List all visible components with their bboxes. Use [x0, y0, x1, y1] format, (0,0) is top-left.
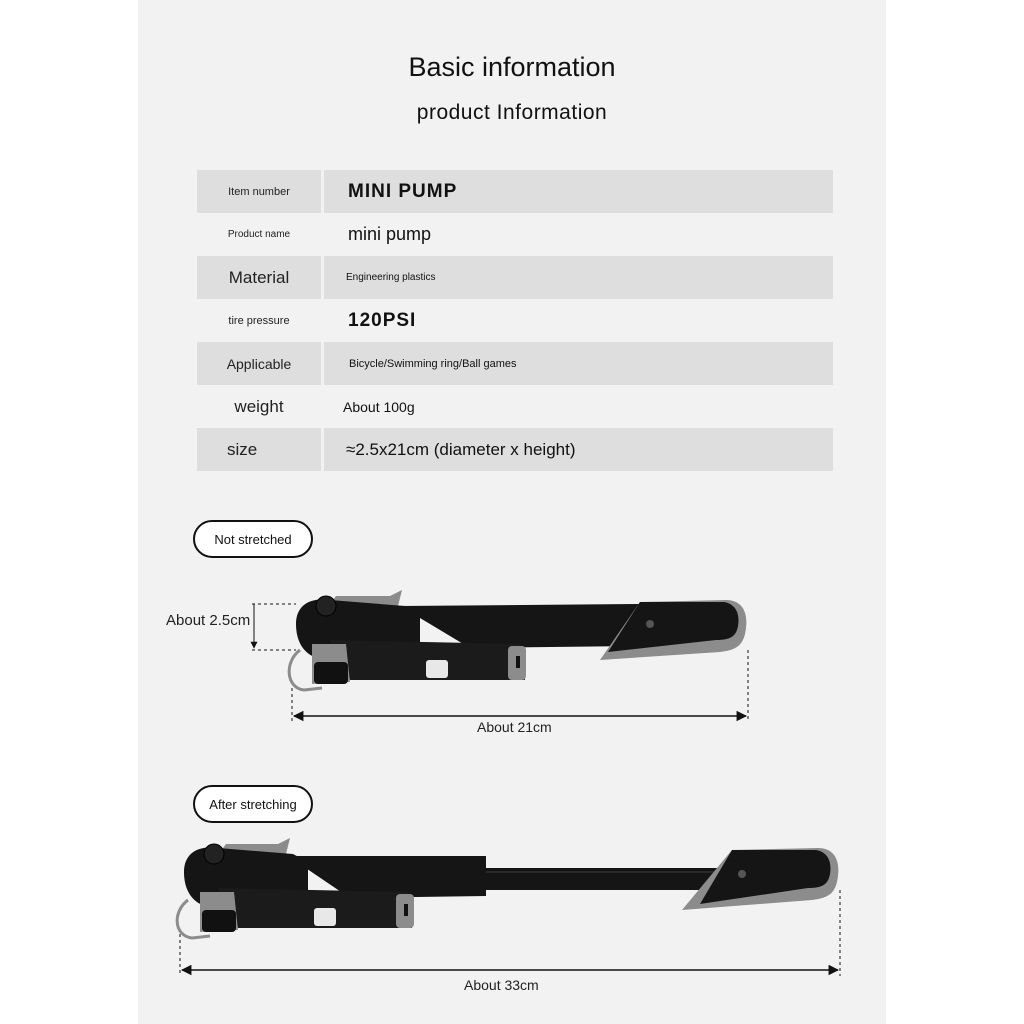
spec-value — [324, 428, 833, 471]
spec-value-text: Bicycle/Swimming ring/Ball games — [349, 357, 517, 370]
diameter-label: About 2.5cm — [166, 612, 251, 629]
spec-row-product-name — [197, 213, 833, 256]
spec-value-text: mini pump — [348, 224, 432, 244]
page-title: Basic information — [408, 52, 616, 82]
spec-row-applicable — [197, 342, 833, 385]
after-stretching-tag: After stretching — [193, 785, 313, 823]
spec-label: tire pressure — [228, 314, 290, 327]
spec-value — [324, 170, 833, 213]
spec-label: Item number — [197, 170, 321, 213]
length-21-label: About 21cm — [477, 719, 552, 735]
spec-value-text: ≈2.5x21cm (diameter x height) — [346, 439, 576, 459]
spec-label: Product name — [227, 229, 291, 240]
spec-value — [324, 299, 833, 342]
spec-value — [324, 256, 833, 299]
spec-value-text: MINI PUMP — [348, 180, 458, 202]
not-stretched-tag: Not stretched — [193, 520, 313, 558]
content-panel — [138, 0, 886, 1024]
spec-value — [324, 342, 833, 385]
page-subtitle: product Information — [416, 101, 608, 124]
spec-label: size — [197, 428, 321, 471]
spec-value-text: 120PSI — [348, 309, 417, 331]
spec-value-text: Engineering plastics — [346, 272, 436, 283]
spec-label: weight — [234, 396, 284, 416]
spec-value — [324, 385, 833, 428]
spec-row-weight — [197, 385, 833, 428]
spec-row-item-number — [197, 170, 833, 213]
spec-value — [324, 213, 833, 256]
spec-value-text: About 100g — [343, 398, 415, 415]
spec-row-material — [197, 256, 833, 299]
spec-label: Applicable — [197, 342, 321, 385]
spec-row-size — [197, 428, 833, 471]
length-33-label: About 33cm — [464, 977, 539, 993]
spec-table — [197, 170, 833, 471]
spec-row-tire-pressure — [197, 299, 833, 342]
spec-label: Material — [197, 256, 321, 299]
